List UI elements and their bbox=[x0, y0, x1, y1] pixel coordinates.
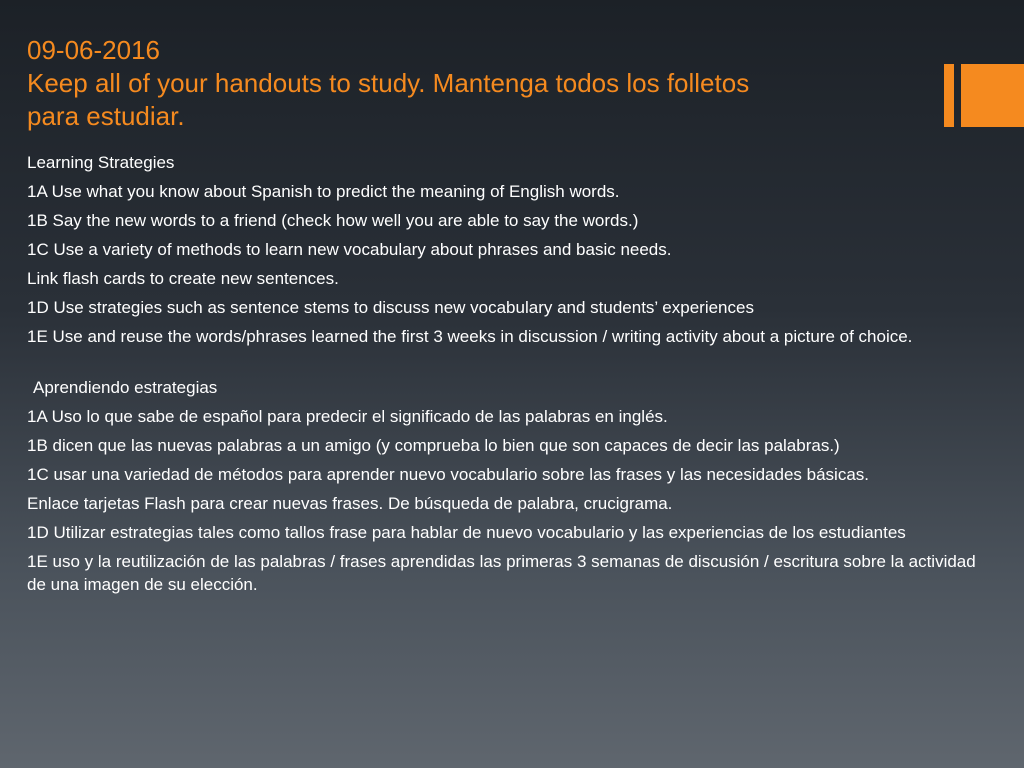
title-line-2: para estudiar. bbox=[27, 101, 185, 131]
title-line-1: Keep all of your handouts to study. Mantenga todos los folletos bbox=[27, 68, 750, 98]
decorative-bar-thin bbox=[944, 64, 954, 127]
decorative-bar-thick bbox=[961, 64, 1024, 127]
spanish-item-flash-cards: Enlace tarjetas Flash para crear nuevas frases. De búsqueda de palabra, crucigrama. bbox=[27, 494, 673, 513]
english-item-1a: 1A Use what you know about Spanish to predict the meaning of English words. bbox=[27, 182, 620, 201]
spanish-item-1e: 1E uso y la reutilización de las palabras / frases aprendidas las primeras 3 semanas de discusión / escritura sobre la actividad de una imagen de su elección. bbox=[27, 552, 976, 594]
spanish-item-1a: 1A Uso lo que sabe de español para predecir el significado de las palabras en inglés. bbox=[27, 407, 668, 426]
english-item-1b: 1B Say the new words to a friend (check how well you are able to say the words.) bbox=[27, 211, 639, 230]
section-spacer bbox=[27, 354, 982, 376]
english-item-1d: 1D Use strategies such as sentence stems to discuss new vocabulary and students’ experiences bbox=[27, 298, 754, 317]
spanish-item-1c: 1C usar una variedad de métodos para aprender nuevo vocabulario sobre las frases y las necesidades básicas. bbox=[27, 465, 869, 484]
title-date: 09-06-2016 bbox=[27, 35, 160, 65]
english-heading: Learning Strategies bbox=[27, 153, 175, 172]
slide-body bbox=[27, 151, 982, 602]
spanish-heading: Aprendiendo estrategias bbox=[33, 378, 218, 397]
english-item-1c: 1C Use a variety of methods to learn new vocabulary about phrases and basic needs. bbox=[27, 240, 672, 259]
english-item-1e: 1E Use and reuse the words/phrases learned the first 3 weeks in discussion / writing activity about a picture of choice. bbox=[27, 327, 913, 346]
spanish-item-1d: 1D Utilizar estrategias tales como tallos frase para hablar de nuevo vocabulario y las experiencias de los estudiantes bbox=[27, 523, 906, 542]
slide-title bbox=[27, 34, 887, 133]
english-item-flash-cards: Link flash cards to create new sentences. bbox=[27, 269, 339, 288]
spanish-item-1b: 1B dicen que las nuevas palabras a un amigo (y comprueba lo bien que son capaces de decir las palabras.) bbox=[27, 436, 840, 455]
